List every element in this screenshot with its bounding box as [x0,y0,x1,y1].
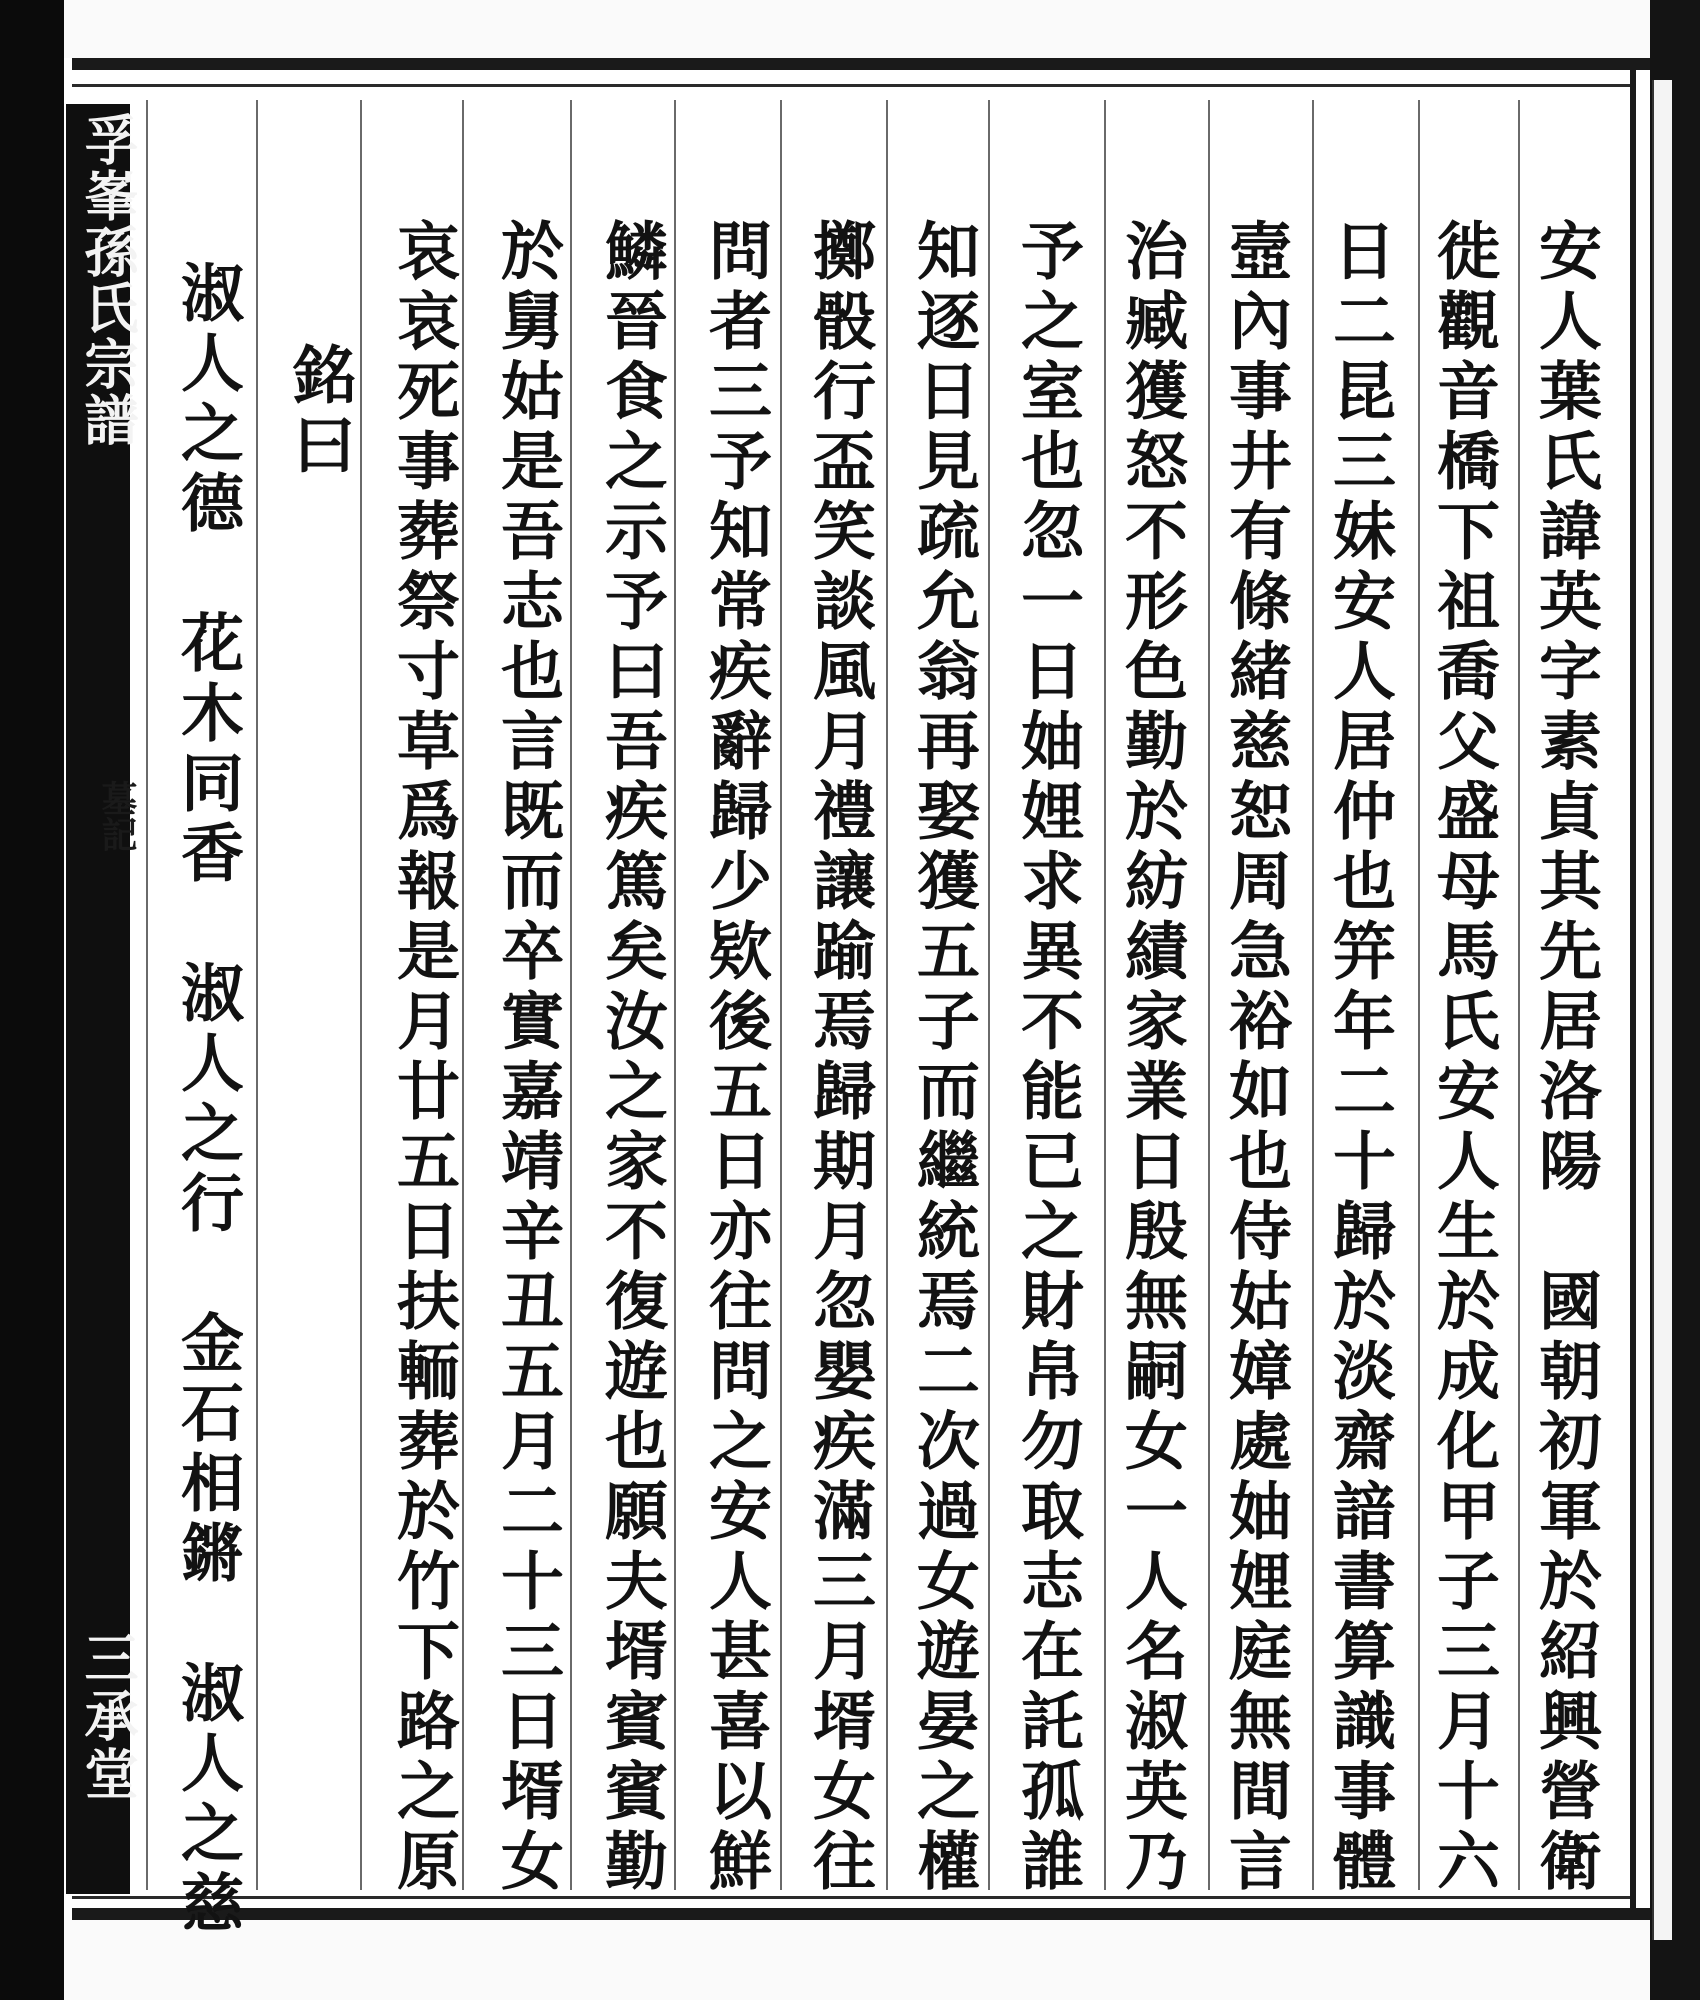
text-column-7: 知逐日見疏允翁再娶獲五子而繼統焉二次過女遊晏之權 [907,218,981,1898]
frame-bottom-border [72,1908,1650,1920]
margin-section-label: 墓記 [96,780,138,852]
text-column-inscription: 淑人之德 花木同香 淑人之行 金石相鏘 淑人之慈 [171,260,245,1940]
page-top-edge [64,0,1650,58]
frame-top-border [72,58,1650,70]
column-rule [780,100,782,1890]
margin-hall-name: 三承堂 [76,1630,140,1804]
inscription-heading: 銘曰 [283,342,357,482]
text-column-9: 問者三予知常疾辭歸少欵後五日亦往問之安人甚喜以鮮 [699,218,773,1898]
adjacent-page-edge [1652,80,1672,1940]
frame-top-inner-line [72,84,1632,87]
column-rule [360,100,362,1890]
frame-right-border [1630,58,1636,1920]
text-column-11: 於舅姑是吾志也言既而卒實嘉靖辛丑五月二十三日壻女 [491,218,565,1898]
text-column-10: 鱗晉食之示予曰吾疾篤矣汝之家不復遊也願夫壻賓賓勤 [595,218,669,1898]
column-rule [256,100,258,1890]
column-rule [1312,100,1314,1890]
column-rule [570,100,572,1890]
column-rule [674,100,676,1890]
column-rule [1518,100,1520,1890]
text-column-8: 擲骰行盃笑談風月禮讓踰焉歸期月忽嬰疾滿三月壻女往 [803,218,877,1898]
text-column-4: 壼內事井有條緒慈恕周急裕如也侍姑嫜處妯娌庭無間言 [1219,218,1293,1898]
text-column-3: 日二昆三妹安人居仲也笄年二十歸於淡齋諳書算識事體 [1323,218,1397,1898]
text-column-12: 哀哀死事葬祭寸草爲報是月廿五日扶輀葬於竹下路之原 [387,218,461,1898]
column-rule [988,100,990,1890]
text-column-6: 予之室也忽一日妯娌求異不能已之財帛勿取志在託孤誰 [1011,218,1085,1898]
column-rule [462,100,464,1890]
page-bottom-edge [64,1920,1650,2000]
margin-book-title: 孚峯孫氏宗譜 [76,112,140,448]
left-binding-shadow [0,0,64,2000]
text-column-2: 徙觀音橋下祖喬父盛母馬氏安人生於成化甲子三月十六 [1427,218,1501,1898]
text-column-1: 安人葉氏諱英字素貞其先居洛陽 國朝初軍於紹興營衛 [1529,218,1603,1898]
text-column-5: 治臧獲怒不形色勤於紡績家業日殷無嗣女一人名淑英乃 [1115,218,1189,1898]
column-rule [1418,100,1420,1890]
column-rule [1208,100,1210,1890]
column-rule [886,100,888,1890]
column-rule [146,100,148,1890]
column-rule [1104,100,1106,1890]
